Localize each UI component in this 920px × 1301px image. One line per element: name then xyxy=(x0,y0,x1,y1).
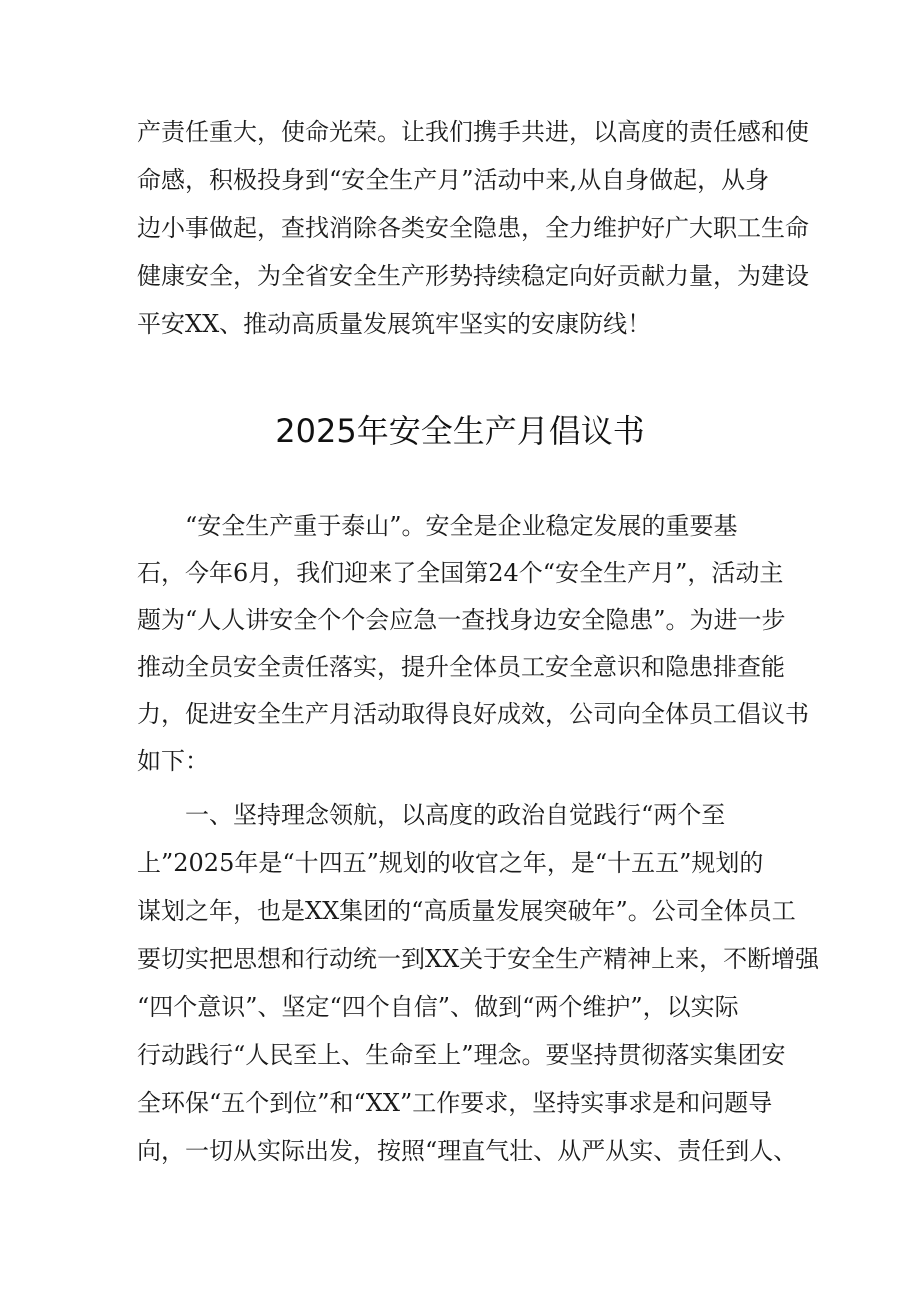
text-line: “四个意识”、坚定“四个自信”、做到“两个维护”，以实际 xyxy=(137,993,739,1021)
text-line: 命感，积极投身到“安全生产月”活动中来,从自身做起，从身 xyxy=(137,166,770,194)
text-line: 全环保“五个到位”和“XX”工作要求，坚持实事求是和问题导 xyxy=(137,1089,773,1117)
text-line: 边小事做起，查找消除各类安全隐患，全力维护好广大职工生命 xyxy=(137,214,809,242)
text-line: 平安XX、推动高质量发展筑牢坚实的安康防线！ xyxy=(137,310,652,338)
text-line: 产责任重大，使命光荣。让我们携手共进，以高度的责任感和使 xyxy=(137,118,809,146)
text-line: 力，促进安全生产月活动取得良好成效，公司向全体员工倡议书 xyxy=(137,700,809,728)
text-line: 推动全员安全责任落实，提升全体员工安全意识和隐患排查能 xyxy=(137,653,785,681)
text-line: 向，一切从实际出发，按照“理直气壮、从严从实、责任到人、 xyxy=(137,1137,798,1165)
section-heading-line: 一、坚持理念领航，以高度的政治自觉践行“两个至 xyxy=(185,801,726,829)
text-line: 行动践行“人民至上、生命至上”理念。要坚持贯彻落实集团安 xyxy=(137,1041,786,1069)
text-line: 题为“人人讲安全个个会应急一查找身边安全隐患”。为进一步 xyxy=(137,606,786,634)
text-line: 上”2025年是“十四五”规划的收官之年，是“十五五”规划的 xyxy=(137,849,764,877)
paragraph-first-line: “安全生产重于泰山”。安全是企业稳定发展的重要基 xyxy=(185,512,738,540)
text-line: 谋划之年，也是XX集团的“高质量发展突破年”。公司全体员工 xyxy=(137,897,796,925)
text-line: 石，今年6月，我们迎来了全国第24个“安全生产月”，活动主 xyxy=(137,559,784,587)
document-title: 2025年安全生产月倡议书 xyxy=(275,412,645,450)
text-line: 如下： xyxy=(137,747,209,775)
text-line: 健康安全，为全省安全生产形势持续稳定向好贡献力量，为建设 xyxy=(137,262,809,290)
text-line: 要切实把思想和行动统一到XX关于安全生产精神上来，不断增强 xyxy=(137,945,820,973)
